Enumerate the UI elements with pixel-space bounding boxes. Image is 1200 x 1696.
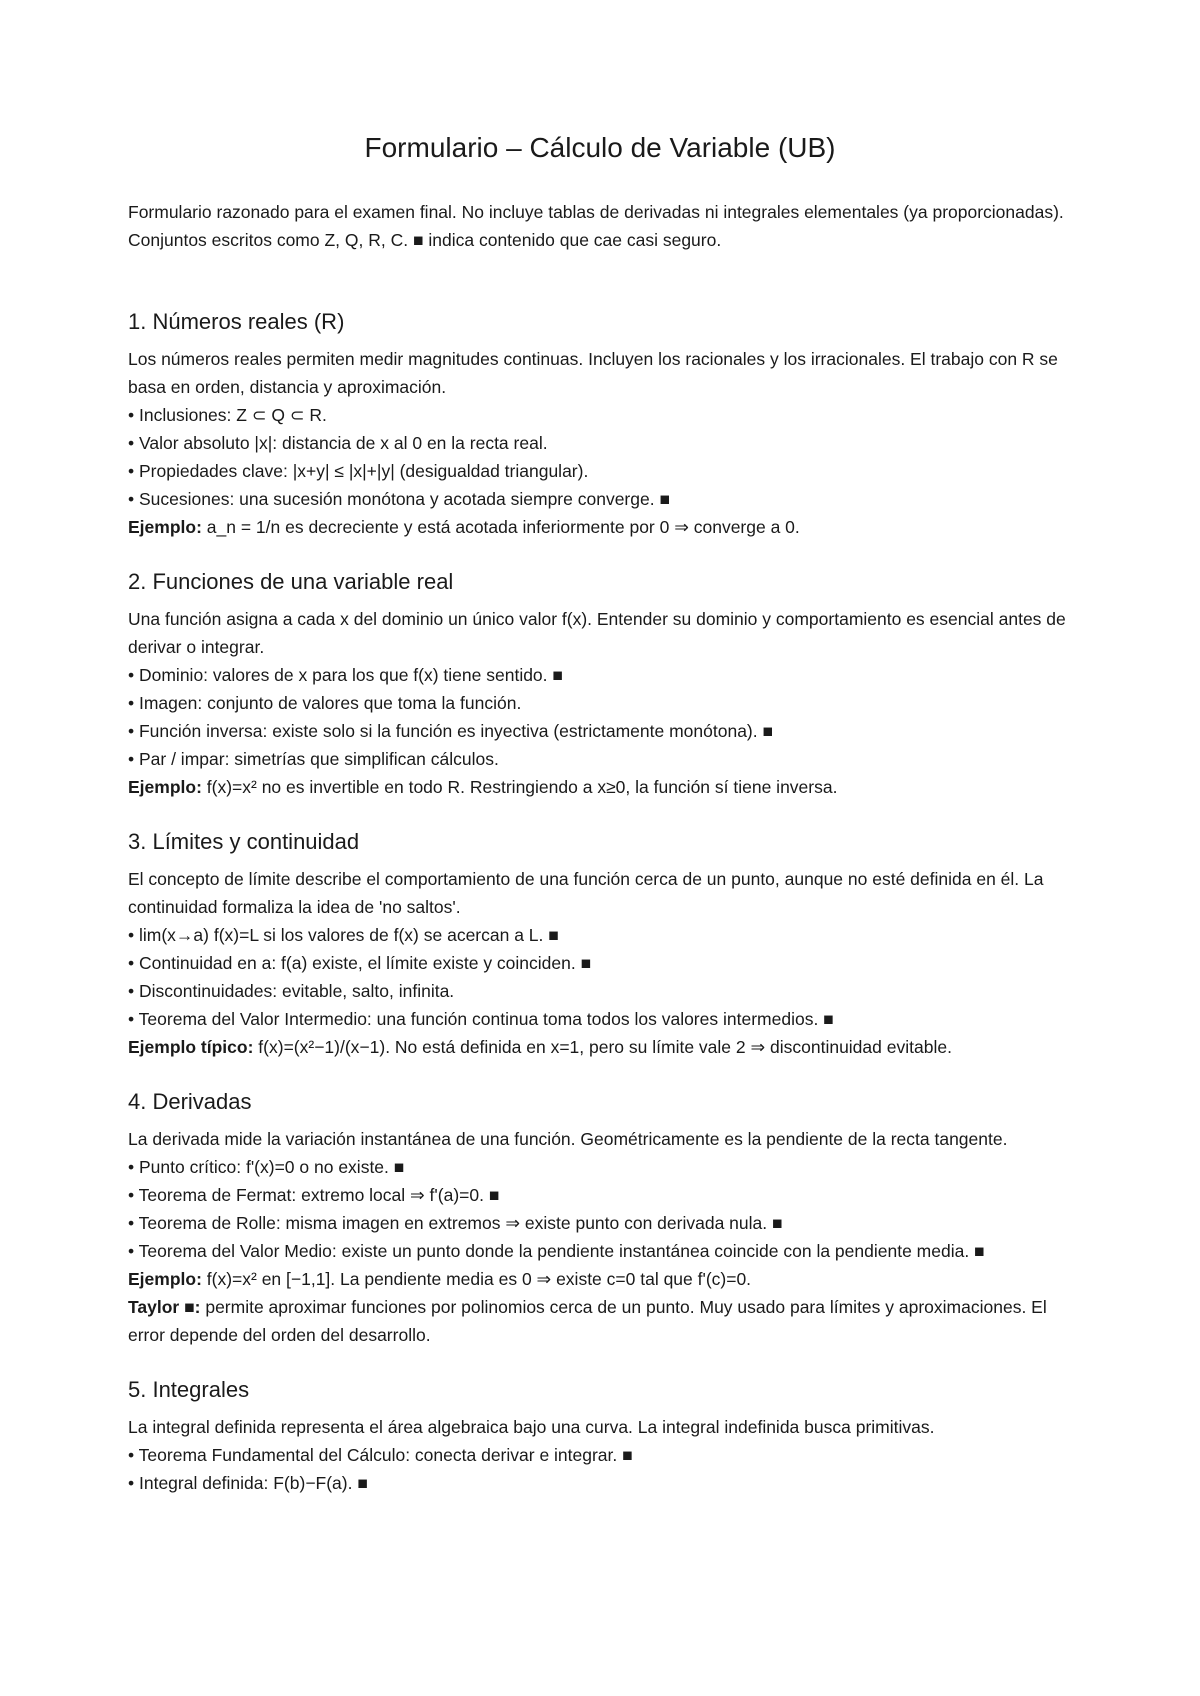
section-text: Una función asigna a cada x del dominio un único valor f(x). Entender su dominio y comportamiento es esencial antes de derivar o integrar.	[128, 609, 1066, 657]
bullet-item: • Par / impar: simetrías que simplifican cálculos.	[128, 749, 499, 769]
bullet-item: • lim(x→a) f(x)=L si los valores de f(x) se acercan a L. ■	[128, 925, 559, 945]
example-text: f(x)=x² en [−1,1]. La pendiente media es 0 ⇒ existe c=0 tal que f'(c)=0.	[201, 1269, 752, 1289]
section-text: La integral definida representa el área algebraica bajo una curva. La integral indefinida busca primitivas.	[128, 1417, 935, 1437]
example-text: permite aproximar funciones por polinomios cerca de un punto. Muy usado para límites y aproximaciones. El error depende del orden del desarrollo.	[128, 1297, 1047, 1345]
section-heading: 2. Funciones de una variable real	[128, 569, 454, 594]
taylor-note	[128, 1293, 1072, 1349]
bullet-item: • Teorema del Valor Medio: existe un punto donde la pendiente instantánea coincide con la pendiente media. ■	[128, 1241, 985, 1261]
bullet-item: • Discontinuidades: evitable, salto, infinita.	[128, 981, 455, 1001]
example-text: f(x)=(x²−1)/(x−1). No está definida en x=1, pero su límite vale 2 ⇒ discontinuidad evitable.	[253, 1037, 952, 1057]
bullet-list	[128, 661, 1072, 773]
bullet-list	[128, 1153, 1072, 1265]
section-text: El concepto de límite describe el comportamiento de una función cerca de un punto, aunque no esté definida en él. La continuidad formaliza la idea de 'no saltos'.	[128, 869, 1044, 917]
example	[128, 513, 1072, 541]
intro-paragraph: Formulario razonado para el examen final. No incluye tablas de derivadas ni integrales elementales (ya proporcionadas). Conjuntos escritos como Z, Q, R, C. ■ indica contenido que cae casi seguro.	[128, 202, 1064, 250]
example-label: Ejemplo:	[128, 777, 202, 797]
bullet-item: • Punto crítico: f'(x)=0 o no existe. ■	[128, 1157, 405, 1177]
example-label: Ejemplo:	[128, 517, 202, 537]
section-heading: 3. Límites y continuidad	[128, 829, 360, 854]
example-label: Ejemplo típico:	[128, 1037, 254, 1057]
bullet-item: • Dominio: valores de x para los que f(x) tiene sentido. ■	[128, 665, 563, 685]
section-heading: 4. Derivadas	[128, 1089, 252, 1114]
example-text: a_n = 1/n es decreciente y está acotada inferiormente por 0 ⇒ converge a 0.	[201, 517, 800, 537]
bullet-item: • Valor absoluto |x|: distancia de x al 0 en la recta real.	[128, 433, 548, 453]
document-title: Formulario – Cálculo de Variable (UB)	[364, 132, 836, 163]
section-text: La derivada mide la variación instantánea de una función. Geométricamente es la pendiente de la recta tangente.	[128, 1129, 1008, 1149]
section-heading: 1. Números reales (R)	[128, 309, 345, 334]
bullet-item: • Teorema Fundamental del Cálculo: conecta derivar e integrar. ■	[128, 1445, 633, 1465]
bullet-item: • Continuidad en a: f(a) existe, el límite existe y coinciden. ■	[128, 953, 592, 973]
section-funciones	[128, 567, 1072, 801]
section-limites	[128, 827, 1072, 1061]
example-label: Ejemplo:	[128, 1269, 202, 1289]
bullet-list	[128, 1441, 1072, 1497]
bullet-item: • Imagen: conjunto de valores que toma la función.	[128, 693, 522, 713]
bullet-item: • Teorema de Fermat: extremo local ⇒ f'(a)=0. ■	[128, 1185, 500, 1205]
example	[128, 773, 1072, 801]
section-heading: 5. Integrales	[128, 1377, 250, 1402]
section-numeros-reales	[128, 307, 1072, 541]
bullet-item: • Función inversa: existe solo si la función es inyectiva (estrictamente monótona). ■	[128, 721, 774, 741]
example-text: f(x)=x² no es invertible en todo R. Restringiendo a x≥0, la función sí tiene inversa.	[201, 777, 838, 797]
bullet-item: • Propiedades clave: |x+y| ≤ |x|+|y| (desigualdad triangular).	[128, 461, 589, 481]
bullet-list	[128, 921, 1072, 1033]
bullet-item: • Inclusiones: Z ⊂ Q ⊂ R.	[128, 405, 327, 425]
bullet-item: • Sucesiones: una sucesión monótona y acotada siempre converge. ■	[128, 489, 671, 509]
bullet-item: • Integral definida: F(b)−F(a). ■	[128, 1473, 368, 1493]
bullet-list	[128, 401, 1072, 513]
example	[128, 1033, 1072, 1061]
section-integrales	[128, 1375, 1072, 1497]
section-text: Los números reales permiten medir magnitudes continuas. Incluyen los racionales y los irracionales. El trabajo con R se basa en orden, distancia y aproximación.	[128, 349, 1058, 397]
example-label: Taylor ■:	[128, 1297, 201, 1317]
example	[128, 1265, 1072, 1293]
bullet-item: • Teorema de Rolle: misma imagen en extremos ⇒ existe punto con derivada nula. ■	[128, 1213, 783, 1233]
section-derivadas	[128, 1087, 1072, 1349]
bullet-item: • Teorema del Valor Intermedio: una función continua toma todos los valores intermedios. ■	[128, 1009, 834, 1029]
